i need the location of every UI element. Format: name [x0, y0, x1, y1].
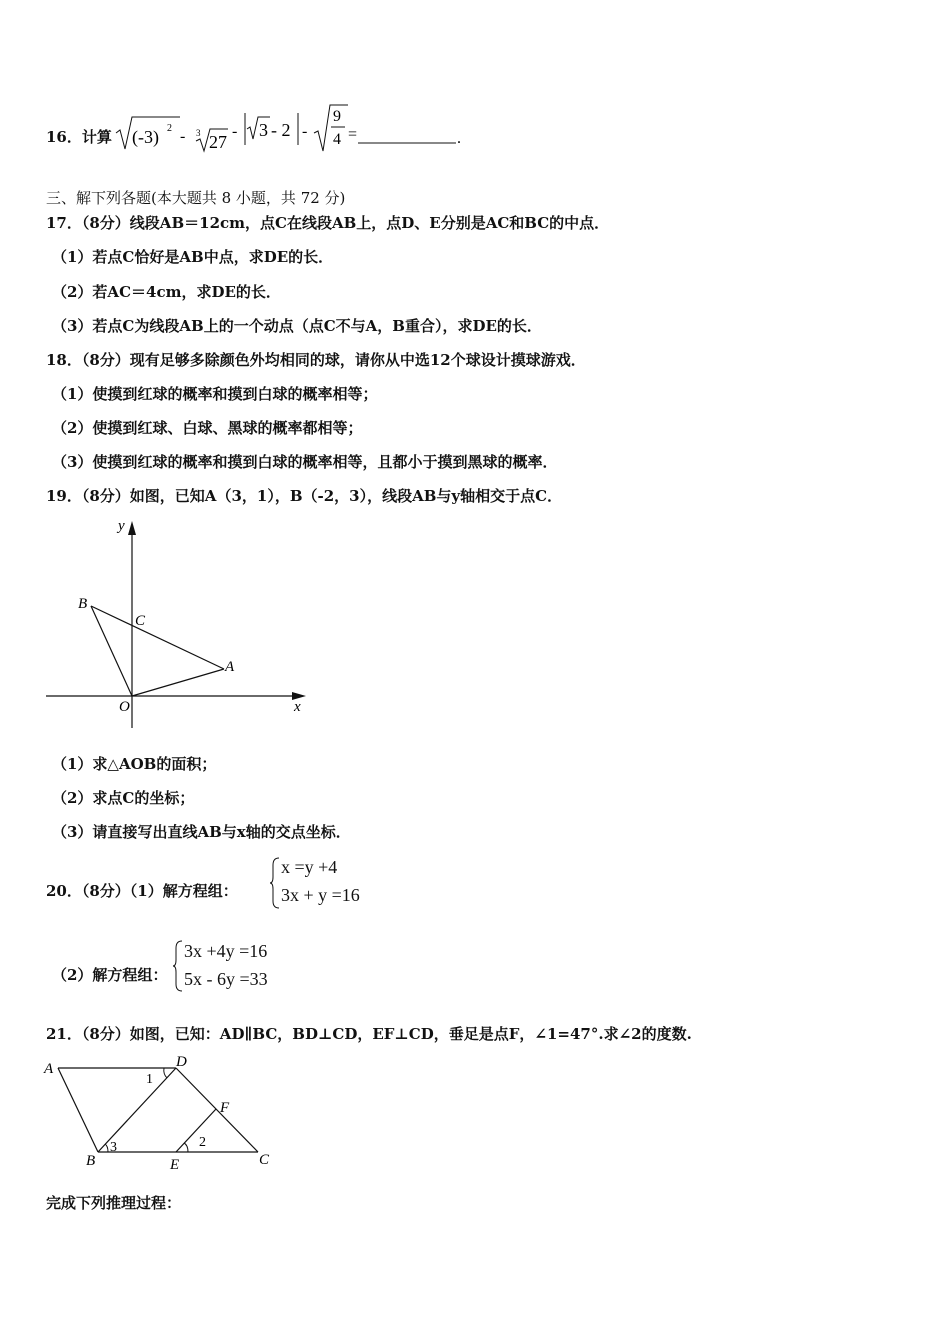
label-angle-3: 3 — [110, 1140, 117, 1155]
label-F: F — [220, 1100, 230, 1116]
label-x: x — [294, 699, 301, 715]
q16-cbrt-radicand: 27 — [209, 132, 227, 152]
q16-minus2: - — [232, 123, 238, 140]
q20-sys1-eq2: 3x + y =16 — [281, 885, 360, 905]
q20-system1 — [281, 853, 360, 909]
q16-label: 计算 — [81, 128, 112, 146]
angle-2-arc — [184, 1143, 188, 1152]
label-C: C — [135, 613, 146, 629]
q16-sqrt3: 3 — [259, 120, 268, 140]
q18-part1: （1）使摸到红球的概率和摸到白球的概率相等； — [52, 385, 378, 403]
q20-brace1 — [269, 857, 281, 909]
segment-AB — [58, 1068, 98, 1152]
q20-sys1-eq1: x =y +4 — [281, 857, 338, 877]
y-axis-arrow — [128, 521, 136, 535]
q21-stem: 21．（8分）如图，已知：AD∥BC，BD⊥CD，EF⊥CD，垂足是点F，∠1=47°.求∠2的度数. — [46, 1025, 692, 1043]
q16-line — [46, 127, 112, 157]
q17-part1: （1）若点C恰好是AB中点，求DE的长． — [52, 248, 334, 266]
q16-minus3: - — [302, 123, 308, 140]
q16-sqrt1-exp: 2 — [167, 123, 172, 134]
label-angle-1: 1 — [146, 1072, 153, 1087]
q20-sys2-eq1: 3x +4y =16 — [184, 941, 268, 961]
q16-minus1: - — [180, 128, 186, 145]
label-D: D — [176, 1054, 187, 1070]
angle-1-arc — [164, 1068, 167, 1078]
segment-OA — [132, 669, 224, 696]
q16-abs-tail: - 2 — [271, 120, 291, 140]
q19-part1: （1）求△AOB的面积； — [52, 755, 217, 773]
q16-cbrt-index: 3 — [196, 128, 201, 138]
q16-number: 16． — [46, 128, 82, 146]
q20-brace2 — [172, 940, 184, 992]
q19-part3: （3）请直接写出直线AB与x轴的交点坐标． — [52, 823, 351, 841]
q18-part2: （2）使摸到红球、白球、黑球的概率都相等； — [52, 419, 363, 437]
q17-part3: （3）若点C为线段AB上的一个动点（点C不与A，B重合），求DE的长． — [52, 317, 542, 335]
q21-prompt: 完成下列推理过程： — [46, 1194, 182, 1212]
segment-EF — [176, 1109, 216, 1152]
q16-equals: = — [348, 126, 358, 143]
q16-frac-num: 9 — [333, 108, 341, 125]
q19-figure — [44, 513, 324, 733]
q16-expression — [112, 103, 532, 153]
q17-stem: 17．（8分）线段AB＝12cm，点C在线段AB上，点D、E分别是AC和BC的中点． — [46, 214, 610, 232]
q20-part2: （2）解方程组： — [52, 966, 168, 984]
q16-frac-den: 4 — [333, 131, 341, 148]
q18-part3: （3）使摸到红球的概率和摸到白球的概率相等，且都小于摸到黑球的概率． — [52, 453, 558, 471]
q21-figure — [42, 1052, 282, 1172]
q18-stem: 18．（8分）现有足够多除颜色外均相同的球，请你从中选12个球设计摸球游戏． — [46, 351, 586, 369]
label-A: A — [44, 1061, 54, 1077]
section3-title: 三、解下列各题(本大题共 8 小题，共 72 分) — [46, 189, 346, 207]
label-B: B — [86, 1153, 96, 1169]
q16-sqrt1-inner: (-3) — [132, 127, 159, 147]
label-B: B — [78, 596, 88, 612]
label-A: A — [225, 659, 235, 675]
q20-stem: 20．（8分）（1）解方程组： — [46, 882, 238, 900]
label-E: E — [170, 1157, 180, 1172]
q19-stem: 19．（8分）如图，已知A（3，1），B（-2，3），线段AB与y轴相交于点C． — [46, 487, 563, 505]
segment-OB — [91, 606, 132, 696]
angle-3-arc — [105, 1144, 108, 1152]
q20-sys2-eq2: 5x - 6y =33 — [184, 969, 268, 989]
q16-end: . — [457, 130, 461, 147]
label-C: C — [259, 1152, 270, 1168]
label-angle-2: 2 — [199, 1135, 206, 1150]
q19-part2: （2）求点C的坐标； — [52, 789, 195, 807]
segment-AB — [91, 606, 224, 669]
q17-part2: （2）若AC＝4cm，求DE的长． — [52, 283, 281, 301]
label-O: O — [119, 699, 130, 715]
label-y: y — [118, 518, 125, 534]
q20-system2 — [184, 937, 268, 993]
